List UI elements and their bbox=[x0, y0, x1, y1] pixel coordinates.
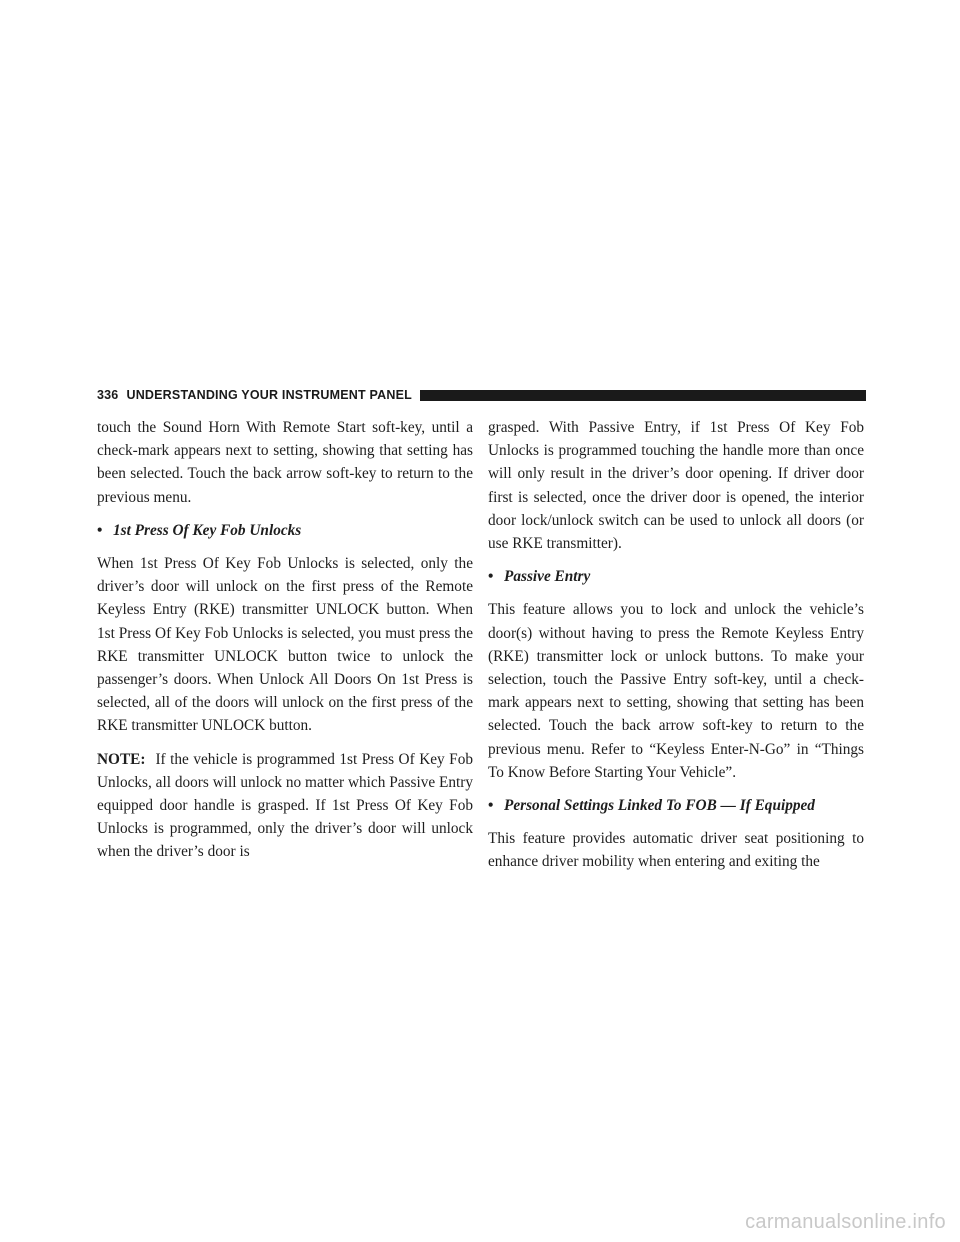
paragraph: This feature provides automatic driver seat positioning to enhance driver mobility when entering and exiting the bbox=[488, 830, 864, 871]
page-number: 336 bbox=[97, 388, 119, 402]
bullet-icon: • bbox=[488, 797, 494, 815]
header-rule bbox=[420, 390, 866, 401]
section-title: UNDERSTANDING YOUR INSTRUMENT PANEL bbox=[126, 388, 412, 402]
paragraph: This feature allows you to lock and unlock the vehicle’s door(s) without having to press the Remote Keyless Entry (RKE) transmitter lock or unlock buttons. To make your selection, touch the Passive Entry soft-key, until a check-mark appears next to setting, showing that setting has been selected. Touch the back arrow soft-key to return to the previous menu. Refer to “Keyless Enter-N-Go” in “Things To Know Before Starting Your Vehicle”. bbox=[488, 601, 864, 781]
bullet-title: Passive Entry bbox=[504, 568, 591, 586]
bullet-title: 1st Press Of Key Fob Unlocks bbox=[113, 521, 302, 539]
note-label: NOTE: bbox=[97, 750, 146, 768]
paragraph: grasped. With Passive Entry, if 1st Press Of Key Fob Unlocks is programmed touching the handle more than once will only result in the driver’s door opening. If driver door first is selected, once the driver door is opened, the interior door lock/unlock switch can be used to unlock all doors (or use RKE transmitter). bbox=[488, 419, 864, 553]
watermark-text: carmanualsonline.info bbox=[745, 1211, 946, 1233]
paragraph: When 1st Press Of Key Fob Unlocks is selected, only the driver’s door will unlock on the first press of the Remote Keyless Entry (RKE) transmitter UNLOCK button. When 1st Press Of Key Fob Unlocks is selected, you must press the RKE transmitter UNLOCK button twice to unlock the passenger’s doors. When Unlock All Doors On 1st Press is selected, all of the doors will unlock on the first press of the RKE transmitter UNLOCK button. bbox=[97, 555, 473, 735]
bullet-icon: • bbox=[97, 521, 103, 539]
paragraph: touch the Sound Horn With Remote Start soft-key, until a check-mark appears next to setting, showing that setting has been selected. Touch the back arrow soft-key to return to the previous menu. bbox=[97, 419, 473, 506]
note-paragraph bbox=[97, 748, 473, 864]
right-column bbox=[488, 416, 864, 884]
bullet-heading bbox=[97, 519, 473, 542]
bullet-icon: • bbox=[488, 568, 494, 586]
note-text: If the vehicle is programmed 1st Press Of Key Fob Unlocks, all doors will unlock no matter which Passive Entry equipped door handle is grasped. If 1st Press Of Key Fob Unlocks is programmed, only the driver’s door will unlock when the driver’s door is bbox=[97, 750, 473, 861]
page-header bbox=[97, 388, 866, 402]
left-column bbox=[97, 416, 473, 874]
bullet-heading bbox=[488, 794, 864, 817]
bullet-heading bbox=[488, 565, 864, 588]
bullet-title: Personal Settings Linked To FOB — If Equipped bbox=[504, 797, 815, 815]
